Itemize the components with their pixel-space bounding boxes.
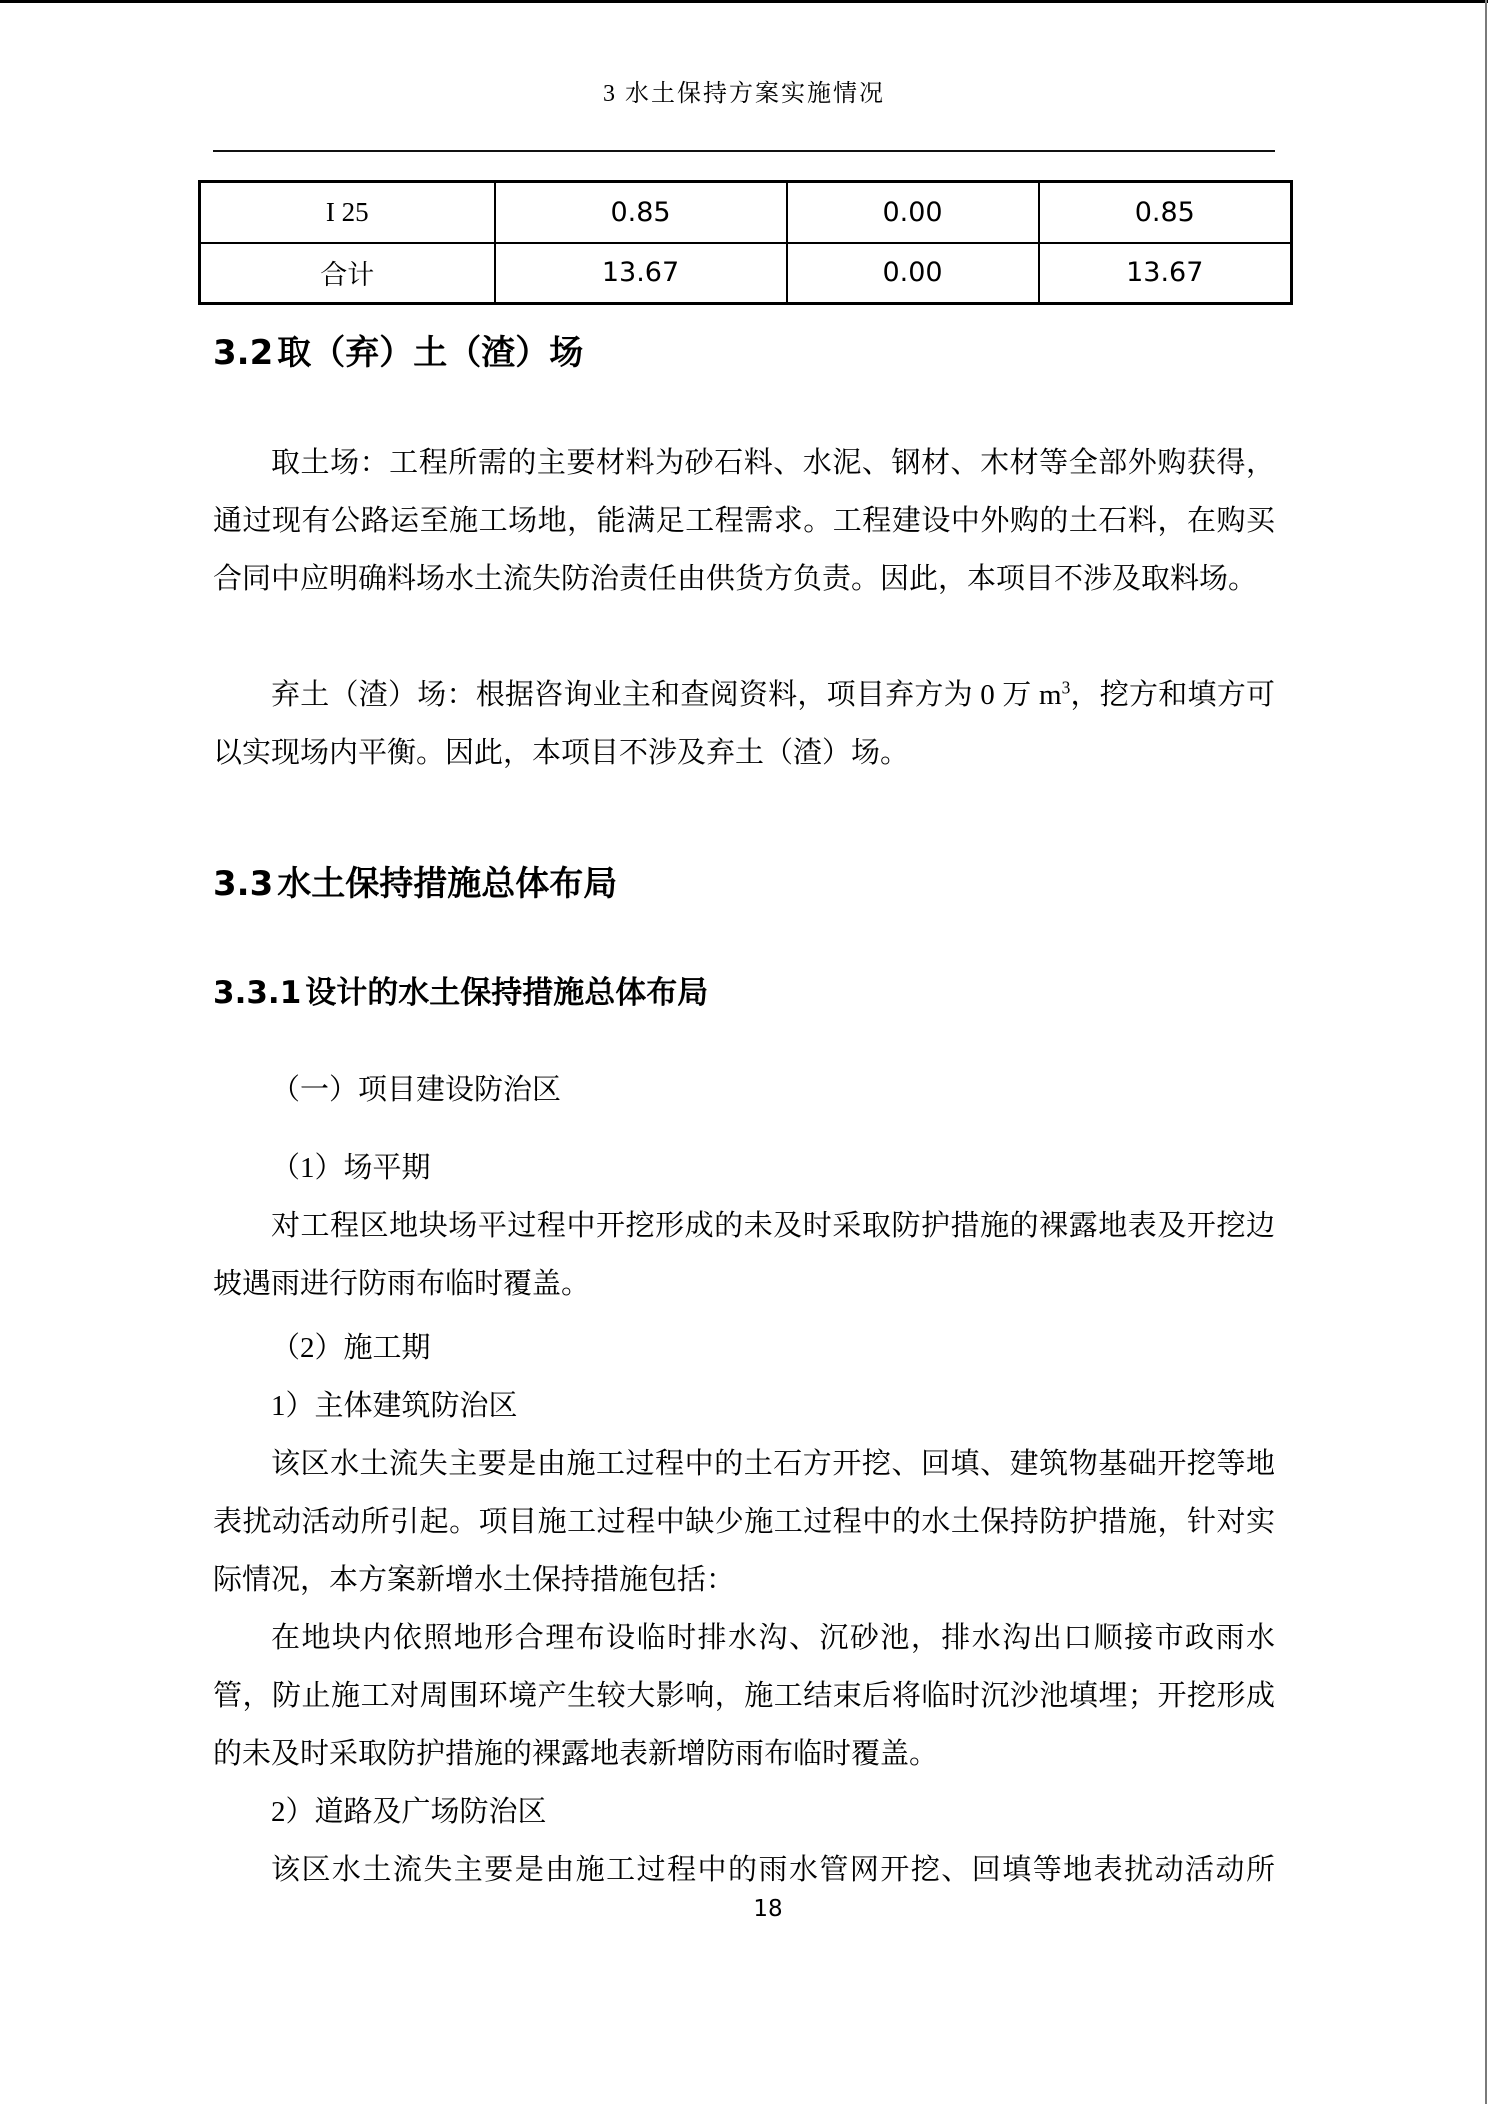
- table-cell: 0.85: [1039, 182, 1292, 243]
- section-number: 3.2: [213, 333, 274, 373]
- page-number: 18: [753, 1896, 783, 1922]
- table-cell: 0.00: [787, 182, 1039, 243]
- section-number: 3.3.1: [213, 975, 302, 1011]
- paragraph-changping: 对工程区地块场平过程中开挖形成的未及时采取防护措施的裸露地表及开挖边坡遇雨进行防雨布临时覆盖。: [213, 1210, 1275, 1300]
- paragraph-gaiqu-1: 该区水土流失主要是由施工过程中的土石方开挖、回填、建筑物基础开挖等地表扰动活动所引起。项目施工过程中缺少施工过程中的水土保持防护措施，针对实际情况，本方案新增水土保持措施包括：: [213, 1448, 1275, 1596]
- page-right-edge: [1485, 0, 1487, 2104]
- data-table: [198, 180, 1293, 305]
- list-item-one: （一）项目建设防治区: [271, 1074, 562, 1106]
- paragraph-gaiqu-2: 该区水土流失主要是由施工过程中的雨水管网开挖、回填等地表扰动活动所: [271, 1854, 1275, 1886]
- header-rule: [213, 150, 1275, 152]
- table-cell: 13.67: [1039, 243, 1292, 304]
- paragraph-text: ，挖方和填方可以实现场内平衡。因此，本项目不涉及弃土（渣）场。: [213, 679, 1275, 769]
- page-top-edge: [0, 0, 1488, 3]
- paragraph-text: 弃土（渣）场：根据咨询业主和查阅资料，项目弃方为 0 万 m: [271, 679, 1062, 711]
- list-item-2: （2）施工期: [271, 1332, 431, 1364]
- section-title: 设计的水土保持措施总体布局: [305, 975, 709, 1010]
- section-heading-3-3: [213, 862, 617, 907]
- table-cell: I 25: [200, 182, 495, 243]
- table-cell: 合计: [200, 243, 495, 304]
- section-number: 3.3: [213, 864, 274, 904]
- table-cell: 0.85: [495, 182, 787, 243]
- paragraph-qutuchang: 取土场：工程所需的主要材料为砂石料、水泥、钢材、木材等全部外购获得，通过现有公路运至施工场地，能满足工程需求。工程建设中外购的土石料，在购买合同中应明确料场水土流失防治责任由供货方负责。因此，本项目不涉及取料场。: [213, 447, 1275, 595]
- paragraph-block: [213, 666, 1275, 782]
- body-text-column: [213, 1061, 1275, 1899]
- table-cell: 13.67: [495, 243, 787, 304]
- list-item-daolu: 2）道路及广场防治区: [271, 1796, 547, 1828]
- list-item-1: （1）场平期: [271, 1152, 431, 1184]
- table-row: [200, 182, 1292, 243]
- section-title: 取（弃）土（渣）场: [277, 335, 584, 372]
- section-title: 水土保持措施总体布局: [277, 866, 618, 903]
- running-header: 3 水土保持方案实施情况: [603, 81, 885, 107]
- list-item-zhuti: 1）主体建筑防治区: [271, 1390, 518, 1422]
- section-heading-3-3-1: [213, 972, 708, 1014]
- paragraph-dikuai: 在地块内依照地形合理布设临时排水沟、沉砂池，排水沟出口顺接市政雨水管，防止施工对周围环境产生较大影响，施工结束后将临时沉沙池填埋；开挖形成的未及时采取防护措施的裸露地表新增防雨布临时覆盖。: [213, 1622, 1275, 1770]
- superscript-3: 3: [1061, 677, 1071, 698]
- paragraph-block: [213, 434, 1275, 608]
- table-cell: 0.00: [787, 243, 1039, 304]
- table-row: [200, 243, 1292, 304]
- section-heading-3-2: [213, 331, 583, 376]
- paragraph-qituchang: [213, 666, 1275, 782]
